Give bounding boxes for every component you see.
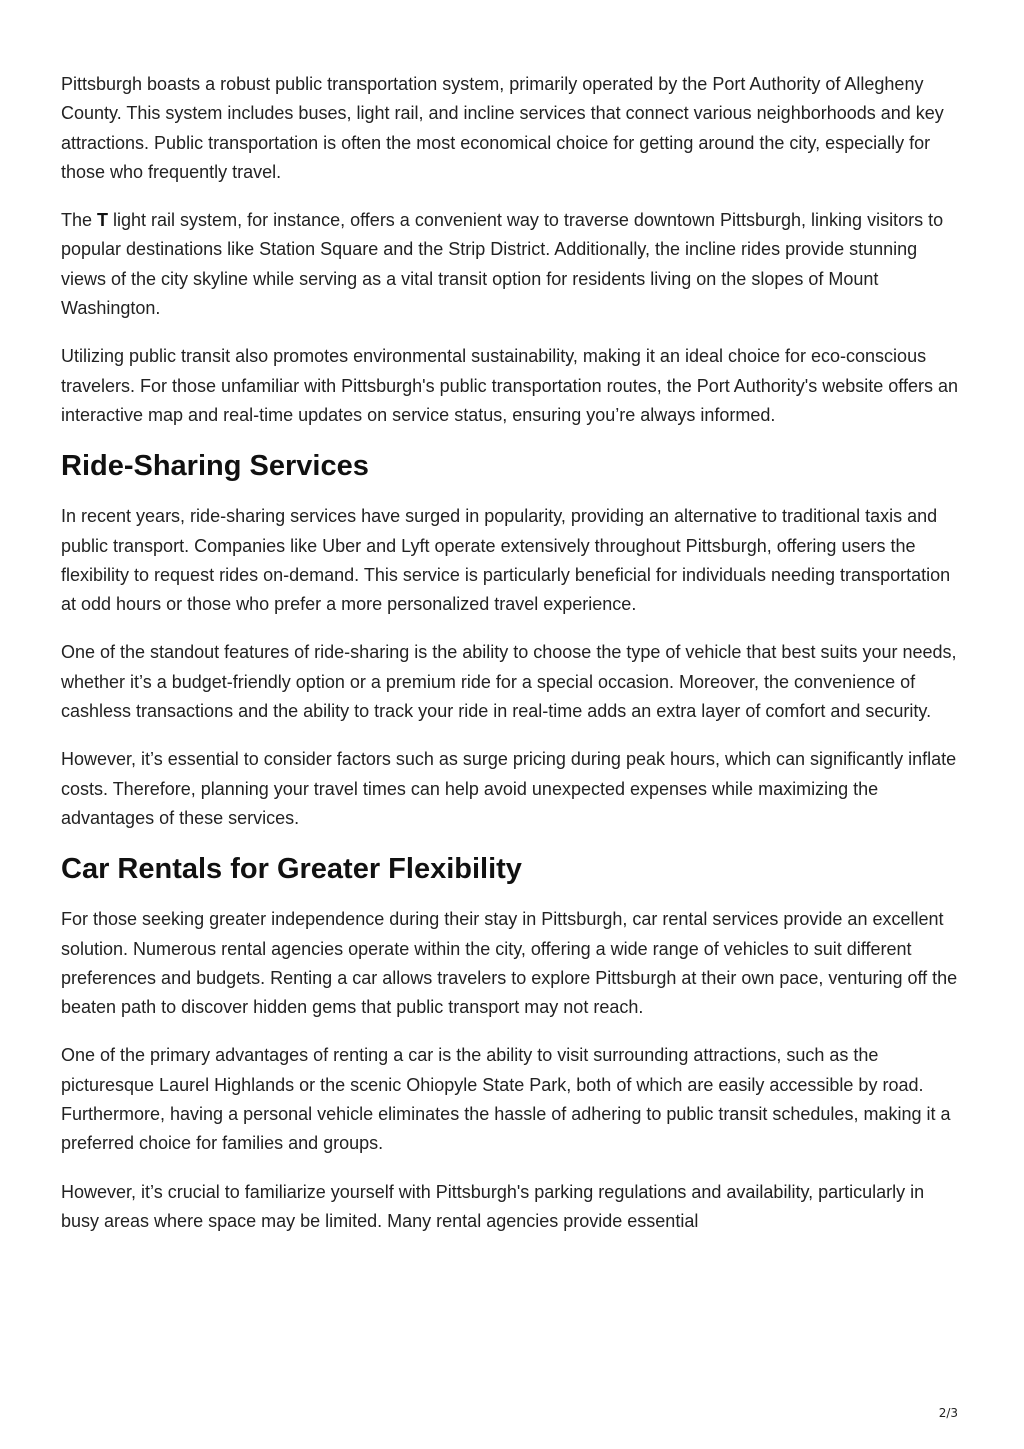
paragraph — [61, 206, 966, 323]
bold-term: T — [97, 210, 109, 231]
paragraph: However, it’s essential to consider factors such as surge pricing during peak hours, which can significantly inflate costs. Therefore, planning your travel times can help avoid unexpected expenses while maximizing the advantages of these services. — [61, 749, 957, 828]
paragraph: For those seeking greater independence during their stay in Pittsburgh, car rental services provide an excellent solution. Numerous rental agencies operate within the city, offering a wide range of vehicles to suit different preferences and budgets. Renting a car allows travelers to explore Pittsburgh at their own pace, venturing off the beaten path to discover hidden gems that public transport may not reach. — [61, 909, 958, 1018]
paragraph: One of the primary advantages of renting a car is the ability to visit surrounding attractions, such as the picturesque Laurel Highlands or the scenic Ohiopyle State Park, both of which are easily accessible by road. Furthermore, having a personal vehicle eliminates the hassle of adhering to public transit schedules, making it a preferred choice for families and groups. — [61, 1045, 951, 1154]
paragraph: In recent years, ride-sharing services have surged in popularity, providing an alternative to traditional taxis and public transport. Companies like Uber and Lyft operate extensively throughout Pittsburgh, offering users the flexibility to request rides on-demand. This service is particularly beneficial for individuals needing transportation at odd hours or those who prefer a more personalized travel experience. — [61, 506, 951, 615]
section-heading: Ride-Sharing Services — [61, 450, 369, 483]
paragraph: Pittsburgh boasts a robust public transportation system, primarily operated by the Port Authority of Allegheny County. This system includes buses, light rail, and incline services that connect various neighborhoods and key attractions. Public transportation is often the most economical choice for getting around the city, especially for those who frequently travel. — [61, 74, 944, 182]
car-rentals-section — [61, 852, 966, 1236]
document-page — [61, 70, 966, 1255]
paragraph-text: light rail system, for instance, offers a convenient way to traverse downtown Pittsburgh, linking visitors to popular destinations like Station Square and the Strip District. Additionally, the incline rides provide stunning views of the city skyline while serving as a vital transit option for residents living on the slopes of Mount Washington. — [61, 210, 944, 319]
paragraph: Utilizing public transit also promotes environmental sustainability, making it an ideal choice for eco-conscious travelers. For those unfamiliar with Pittsburgh's public transportation routes, the Port Authority's website offers an interactive map and real-time updates on service status, ensuring you’re always informed. — [61, 346, 958, 425]
page-number: 2/3 — [938, 1406, 958, 1420]
paragraph: One of the standout features of ride-sharing is the ability to choose the type of vehicle that best suits your needs, whether it’s a budget-friendly option or a premium ride for a special occasion. Moreover, the convenience of cashless transactions and the ability to track your ride in real-time adds an extra layer of comfort and security. — [61, 642, 957, 722]
paragraph-text: The — [61, 210, 98, 231]
ride-sharing-section — [61, 449, 966, 833]
public-transportation-section — [61, 70, 966, 430]
section-heading: Car Rentals for Greater Flexibility — [61, 853, 522, 886]
paragraph: However, it’s crucial to familiarize yourself with Pittsburgh's parking regulations and availability, particularly in busy areas where space may be limited. Many rental agencies provide essential — [61, 1181, 925, 1231]
